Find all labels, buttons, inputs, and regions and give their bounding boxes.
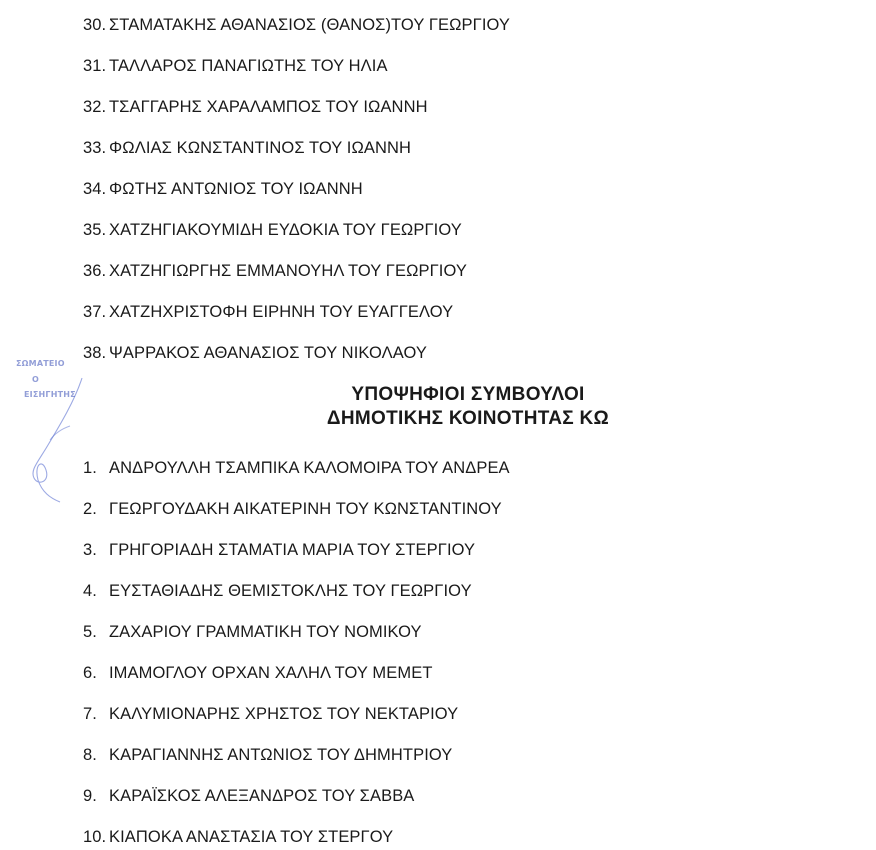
item-number: 38.	[83, 344, 107, 362]
item-number: 2.	[83, 500, 97, 518]
item-text: ΓΡΗΓΟΡΙΑΔΗ ΣΤΑΜΑΤΙΑ ΜΑΡΙΑ ΤΟΥ ΣΤΕΡΓΙΟΥ	[109, 541, 476, 559]
item-text: ΤΣΑΓΓΑΡΗΣ ΧΑΡΑΛΑΜΠΟΣ ΤΟΥ ΙΩΑΝΝΗ	[109, 98, 428, 116]
item-number: 7.	[83, 705, 97, 723]
item-number: 33.	[83, 139, 107, 157]
item-number: 10.	[83, 828, 107, 846]
item-number: 6.	[83, 664, 97, 682]
item-number: 8.	[83, 746, 97, 764]
section-heading-line1: ΥΠΟΨΗΦΙΟΙ ΣΥΜΒΟΥΛΟΙ	[351, 384, 585, 405]
stamp-text-line: ΣΩΜΑΤΕΙΟ	[16, 359, 65, 368]
item-text: ΕΥΣΤΑΘΙΑΔΗΣ ΘΕΜΙΣΤΟΚΛΗΣ ΤΟΥ ΓΕΩΡΓΙΟΥ	[109, 582, 472, 600]
item-number: 32.	[83, 98, 107, 116]
item-number: 36.	[83, 262, 107, 280]
item-text: ΓΕΩΡΓΟΥΔΑΚΗ ΑΙΚΑΤΕΡΙΝΗ ΤΟΥ ΚΩΝΣΤΑΝΤΙΝΟΥ	[109, 500, 502, 518]
item-number: 4.	[83, 582, 97, 600]
item-number: 34.	[83, 180, 107, 198]
item-text: ΧΑΤΖΗΓΙΑΚΟΥΜΙΔΗ ΕΥΔΟΚΙΑ ΤΟΥ ΓΕΩΡΓΙΟΥ	[109, 221, 462, 239]
item-text: ΚΑΡΑΪΣΚΟΣ ΑΛΕΞΑΝΔΡΟΣ ΤΟΥ ΣΑΒΒΑ	[109, 787, 415, 805]
item-text: ΤΑΛΛΑΡΟΣ ΠΑΝΑΓΙΩΤΗΣ ΤΟΥ ΗΛΙΑ	[109, 57, 388, 75]
item-text: ΚΑΡΑΓΙΑΝΝΗΣ ΑΝΤΩΝΙΟΣ ΤΟΥ ΔΗΜΗΤΡΙΟΥ	[109, 746, 453, 764]
item-number: 3.	[83, 541, 97, 559]
item-text: ΙΜΑΜΟΓΛΟΥ ΟΡΧΑΝ ΧΑΛΗΛ ΤΟΥ ΜΕΜΕΤ	[109, 664, 433, 682]
item-number: 1.	[83, 459, 97, 477]
stamp-text-line: ΕΙΣΗΓΗΤΗΣ	[24, 390, 76, 399]
item-text: ΨΑΡΡΑΚΟΣ ΑΘΑΝΑΣΙΟΣ ΤΟΥ ΝΙΚΟΛΑΟΥ	[109, 344, 428, 362]
item-text: ΚΑΛΥΜΙΟΝΑΡΗΣ ΧΡΗΣΤΟΣ ΤΟΥ ΝΕΚΤΑΡΙΟΥ	[109, 705, 459, 723]
item-text: ΧΑΤΖΗΧΡΙΣΤΟΦΗ ΕΙΡΗΝΗ ΤΟΥ ΕΥΑΓΓΕΛΟΥ	[109, 303, 454, 321]
item-text: ΣΤΑΜΑΤΑΚΗΣ ΑΘΑΝΑΣΙΟΣ (ΘΑΝΟΣ)ΤΟΥ ΓΕΩΡΓΙΟΥ	[109, 16, 511, 34]
item-number: 37.	[83, 303, 107, 321]
section-heading-line2: ΔΗΜΟΤΙΚΗΣ ΚΟΙΝΟΤΗΤΑΣ ΚΩ	[326, 408, 610, 429]
item-number: 35.	[83, 221, 107, 239]
item-text: ΦΩΤΗΣ ΑΝΤΩΝΙΟΣ ΤΟΥ ΙΩΑΝΝΗ	[109, 180, 363, 198]
item-text: ΚΙΑΠΟΚΑ ΑΝΑΣΤΑΣΙΑ ΤΟΥ ΣΤΕΡΓΟΥ	[109, 828, 394, 846]
item-number: 5.	[83, 623, 97, 641]
stamp-text-line: Ο	[32, 375, 40, 384]
item-number: 31.	[83, 57, 107, 75]
item-text: ΧΑΤΖΗΓΙΩΡΓΗΣ ΕΜΜΑΝΟΥΗΛ ΤΟΥ ΓΕΩΡΓΙΟΥ	[109, 262, 467, 280]
item-number: 9.	[83, 787, 97, 805]
item-text: ΑΝΔΡΟΥΛΛΗ ΤΣΑΜΠΙΚΑ ΚΑΛΟΜΟΙΡΑ ΤΟΥ ΑΝΔΡΕΑ	[109, 459, 510, 477]
item-text: ΖΑΧΑΡΙΟΥ ΓΡΑΜΜΑΤΙΚΗ ΤΟΥ ΝΟΜΙΚΟΥ	[109, 623, 422, 641]
item-number: 30.	[83, 16, 107, 34]
item-text: ΦΩΛΙΑΣ ΚΩΝΣΤΑΝΤΙΝΟΣ ΤΟΥ ΙΩΑΝΝΗ	[109, 139, 412, 157]
